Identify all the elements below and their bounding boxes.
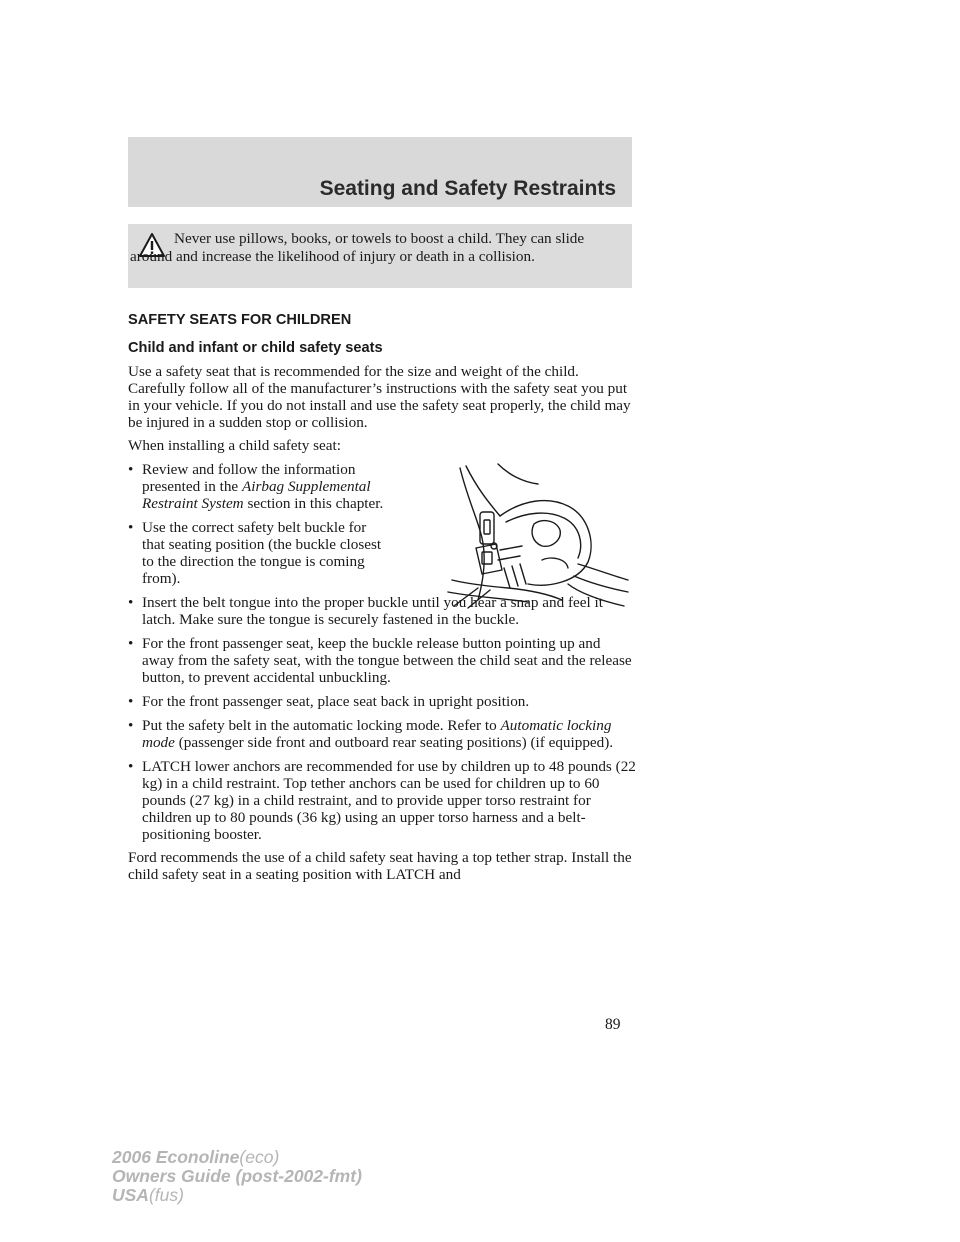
page-number: 89: [605, 1016, 621, 1033]
warning-box: [128, 224, 632, 288]
bullet-dot: •: [128, 758, 134, 775]
header-band: [128, 137, 632, 207]
warning-text: Never use pillows, books, or towels to boost a child. They can slide around and increase the likelihood of injury or death in a collision.: [130, 230, 585, 265]
list-item: • Review and follow the information presented in the Airbag Supplemental Restraint System section in this chapter.: [128, 461, 384, 512]
list-item: • For the front passenger seat, place seat back in upright position.: [128, 693, 530, 710]
footer-doc-id: 2006 Econoline(eco) Owners Guide (post-2002-fmt) USA(fus): [112, 1147, 362, 1205]
section-title: SAFETY SEATS FOR CHILDREN: [128, 312, 352, 328]
list-item: • Insert the belt tongue into the proper buckle until you hear a snap and feel it latch. Make sure the tongue is securely fastened in the buckle.: [128, 594, 603, 628]
list-item: • Use the correct safety belt buckle for that seating position (the buckle closest to the direction the tongue is coming from).: [128, 519, 382, 587]
bullet-dot: •: [128, 594, 134, 611]
intro-paragraph: Use a safety seat that is recommended for the size and weight of the child. Carefully follow all of the manufacturer’s instructions with the safety seat you put in your vehicle. If you do not install and use the safety seat properly, the child may be injured in a sudden stop or collision.: [128, 363, 631, 431]
bullet-dot: •: [128, 635, 134, 652]
bullet-dot: •: [128, 461, 134, 478]
bullet-dot: •: [128, 519, 134, 536]
bullet-dot: •: [128, 717, 134, 734]
closing-paragraph: Ford recommends the use of a child safety seat having a top tether strap. Install the child safety seat in a seating position with LATCH and: [128, 849, 632, 883]
lead-paragraph: When installing a child safety seat:: [128, 437, 341, 454]
list-item: • LATCH lower anchors are recommended for use by children up to 48 pounds (22 kg) in a child restraint. Top tether anchors can be used for children up to 60 pounds (27 kg) in a child restraint, and to provide upper torso restraint for children up to 80 pounds (36 kg) using an upper torso harness and a belt-positioning booster.: [128, 758, 636, 843]
sub-title: Child and infant or child safety seats: [128, 340, 383, 356]
seat-belt-buckle-illustration: [438, 460, 634, 610]
page-title: Seating and Safety Restraints: [319, 177, 616, 200]
list-item: • Put the safety belt in the automatic locking mode. Refer to Automatic locking mode (passenger side front and outboard rear seating positions) (if equipped).: [128, 717, 614, 751]
bullet-dot: •: [128, 693, 134, 710]
list-item: • For the front passenger seat, keep the buckle release button pointing up and away from the safety seat, with the tongue between the child seat and the release button, to prevent accidental unbuckling.: [128, 635, 632, 686]
